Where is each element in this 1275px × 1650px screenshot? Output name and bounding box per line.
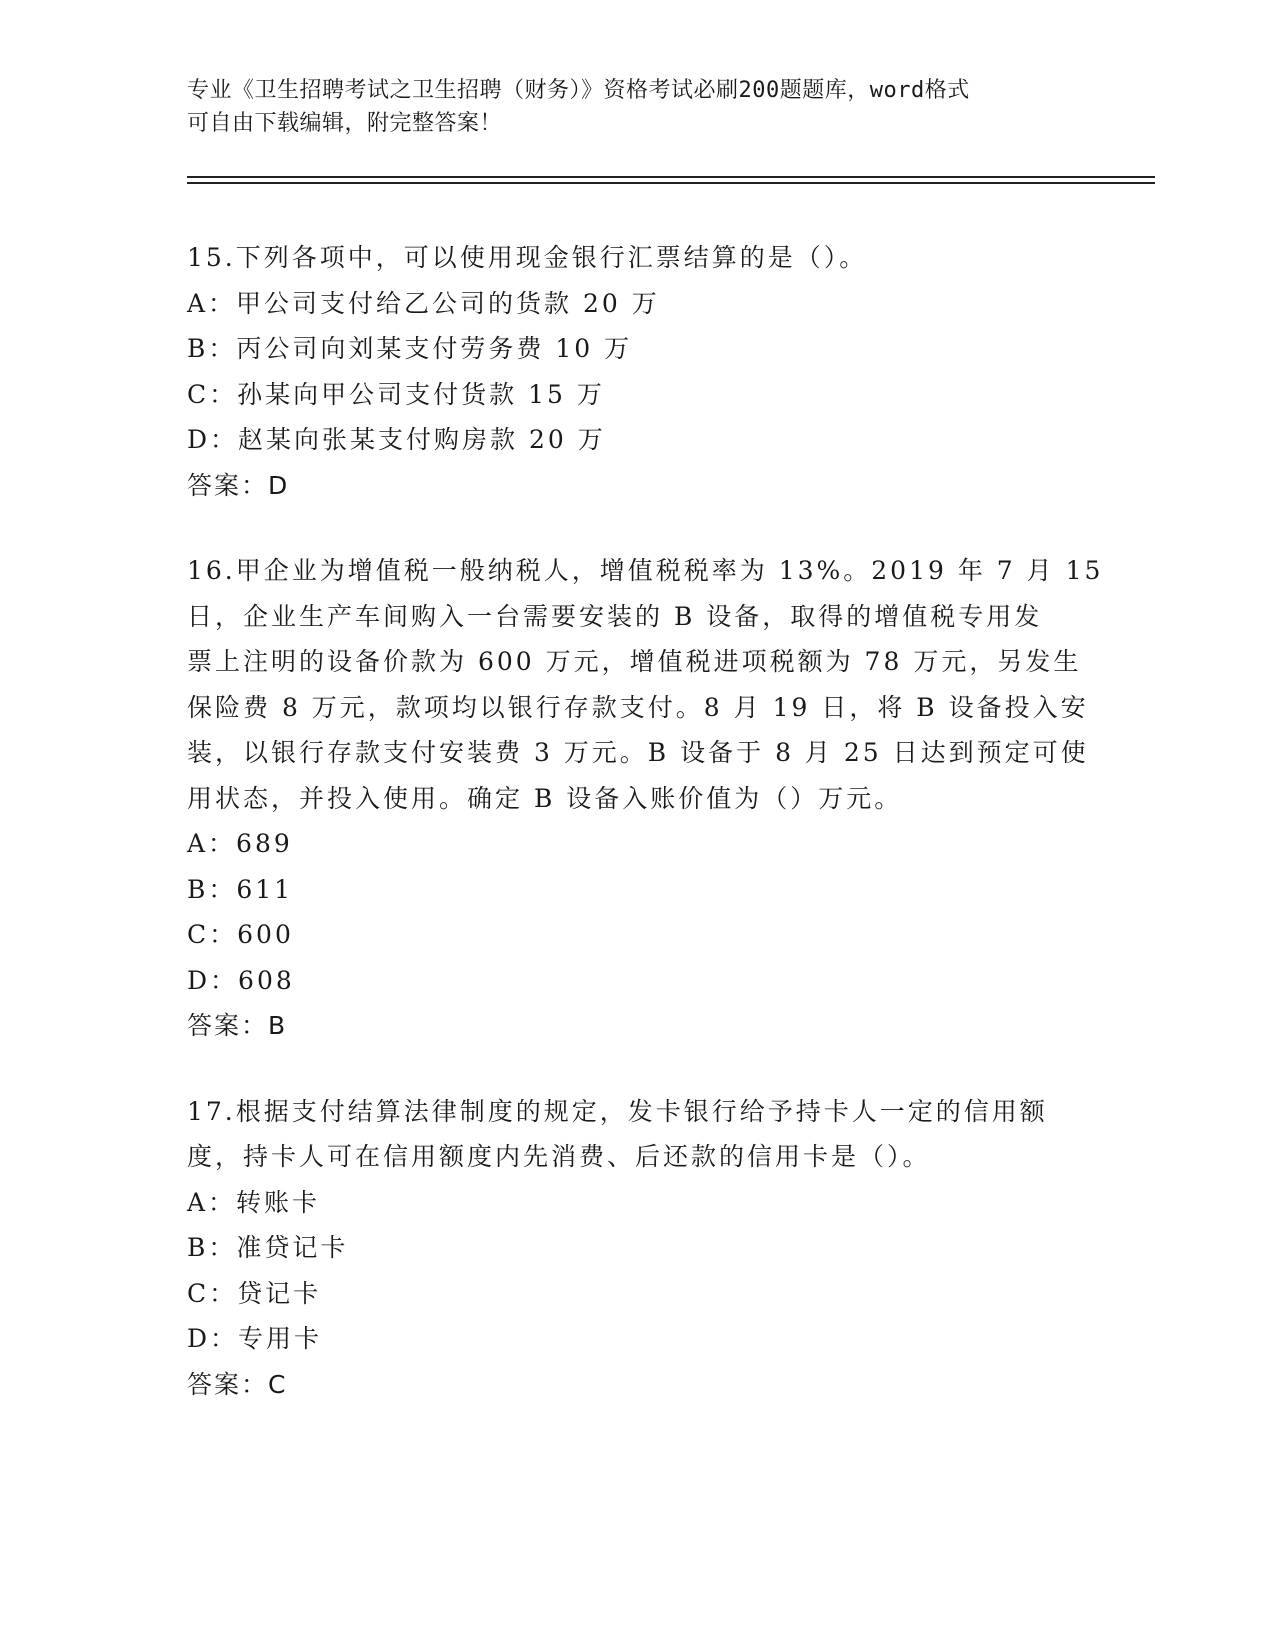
question-text: 17.根据支付结算法律制度的规定，发卡银行给予持卡人一定的信用额 — [187, 1096, 1048, 1126]
option-a: A：甲公司支付给乙公司的货款 20 万 — [187, 288, 660, 318]
option-d: D：赵某向张某支付购房款 20 万 — [187, 425, 606, 454]
answer: 答案：B — [187, 1011, 288, 1040]
question-text: 16.甲企业为增值税一般纳税人，增值税税率为 13%。2019 年 7 月 15 — [187, 556, 1104, 585]
question-15 — [187, 235, 1087, 508]
document-header — [187, 74, 1087, 140]
question-text: 保险费 8 万元，款项均以银行存款支付。8 月 19 日，将 B 设备投入安 — [187, 692, 1089, 722]
option-a: A：转账卡 — [187, 1187, 321, 1217]
answer: 答案：D — [187, 470, 290, 500]
question-text: 15.下列各项中，可以使用现金银行汇票结算的是（）。 — [187, 243, 868, 272]
question-text: 装，以银行存款支付安装费 3 万元。B 设备于 8 月 25 日达到预定可使 — [187, 738, 1089, 767]
answer: 答案：C — [187, 1369, 288, 1399]
question-text: 度，持卡人可在信用额度内先消费、后还款的信用卡是（）。 — [187, 1142, 931, 1171]
option-d: D：专用卡 — [187, 1324, 323, 1353]
option-b: B：611 — [187, 874, 294, 904]
option-b: B：准贷记卡 — [187, 1233, 349, 1262]
question-16 — [187, 548, 1104, 1049]
question-17 — [187, 1089, 1087, 1408]
option-b: B：丙公司向刘某支付劳务费 10 万 — [187, 334, 633, 363]
header-line: 专业《卫生招聘考试之卫生招聘（财务）》资格考试必刷200题题库，word格式 — [187, 78, 970, 103]
header-divider — [187, 182, 1155, 184]
question-text: 票上注明的设备价款为 600 万元，增值税进项税额为 78 万元，另发生 — [187, 647, 1082, 676]
header-divider — [187, 176, 1155, 178]
question-list — [187, 235, 1104, 1447]
option-c: C：贷记卡 — [187, 1278, 322, 1308]
option-d: D：608 — [187, 965, 295, 995]
option-c: C：孙某向甲公司支付货款 15 万 — [187, 379, 605, 409]
header-line: 可自由下载编辑，附完整答案！ — [187, 111, 503, 136]
question-text: 日，企业生产车间购入一台需要安装的 B 设备，取得的增值税专用发 — [187, 601, 1043, 631]
option-c: C：600 — [187, 920, 294, 949]
option-a: A：689 — [187, 829, 293, 858]
question-text: 用状态，并投入使用。确定 B 设备入账价值为（）万元。 — [187, 783, 903, 813]
